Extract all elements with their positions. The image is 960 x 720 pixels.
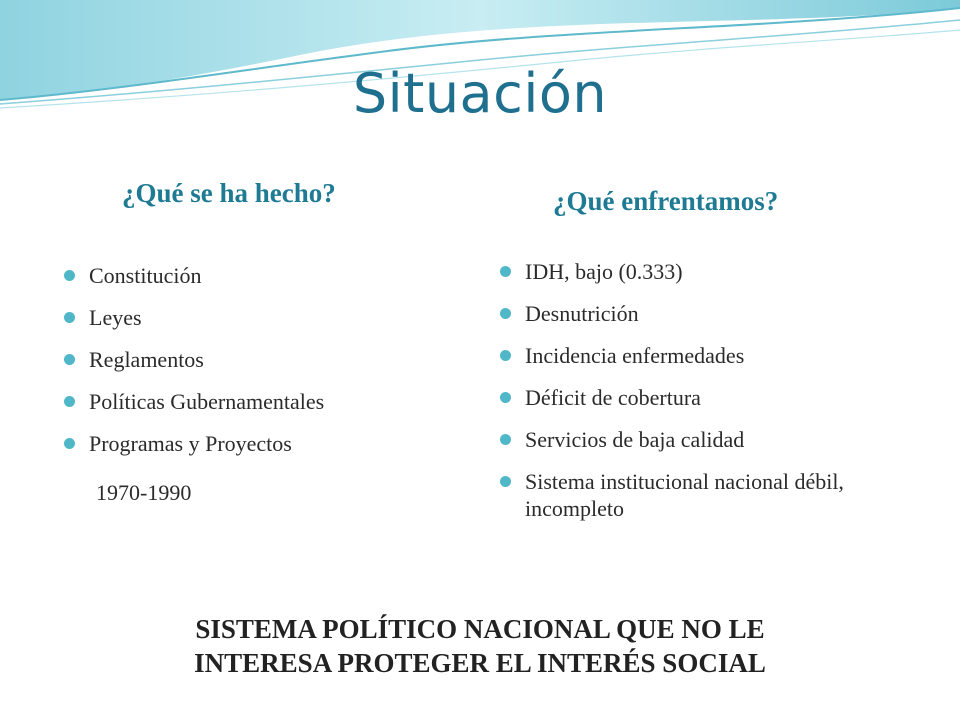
list-item: Déficit de cobertura <box>498 384 878 411</box>
bullet-icon <box>500 308 511 319</box>
list-item: Incidencia enfermedades <box>498 342 878 369</box>
list-item: Constitución <box>62 262 462 289</box>
bullet-icon <box>500 266 511 277</box>
list-item: Políticas Gubernamentales <box>62 388 462 415</box>
right-heading: ¿Qué enfrentamos? <box>553 186 779 216</box>
list-item: IDH, bajo (0.333) <box>498 258 878 285</box>
right-list <box>498 258 878 522</box>
left-list <box>62 262 462 457</box>
bullet-icon <box>64 396 75 407</box>
list-item: Leyes <box>62 304 462 331</box>
bullet-icon <box>500 434 511 445</box>
list-item: Reglamentos <box>62 346 462 373</box>
conclusion-statement <box>0 612 960 680</box>
conclusion-line-2: INTERESA PROTEGER EL INTERÉS SOCIAL <box>194 648 766 678</box>
slide-title: Situación <box>352 62 608 125</box>
left-heading: ¿Qué se ha hecho? <box>122 178 336 208</box>
list-item: Sistema institucional nacional débil, incompleto <box>498 468 845 522</box>
list-item: Servicios de baja calidad <box>498 426 878 453</box>
bullet-icon <box>64 312 75 323</box>
bullet-icon <box>64 438 75 449</box>
bullet-icon <box>500 392 511 403</box>
bullet-icon <box>500 476 511 487</box>
bullet-icon <box>64 270 75 281</box>
bullet-icon <box>500 350 511 361</box>
bullet-icon <box>64 354 75 365</box>
conclusion-line-1: SISTEMA POLÍTICO NACIONAL QUE NO LE <box>195 614 765 644</box>
list-item: Programas y Proyectos <box>62 430 462 457</box>
years-label: 1970-1990 <box>96 480 192 505</box>
list-item: Desnutrición <box>498 300 878 327</box>
